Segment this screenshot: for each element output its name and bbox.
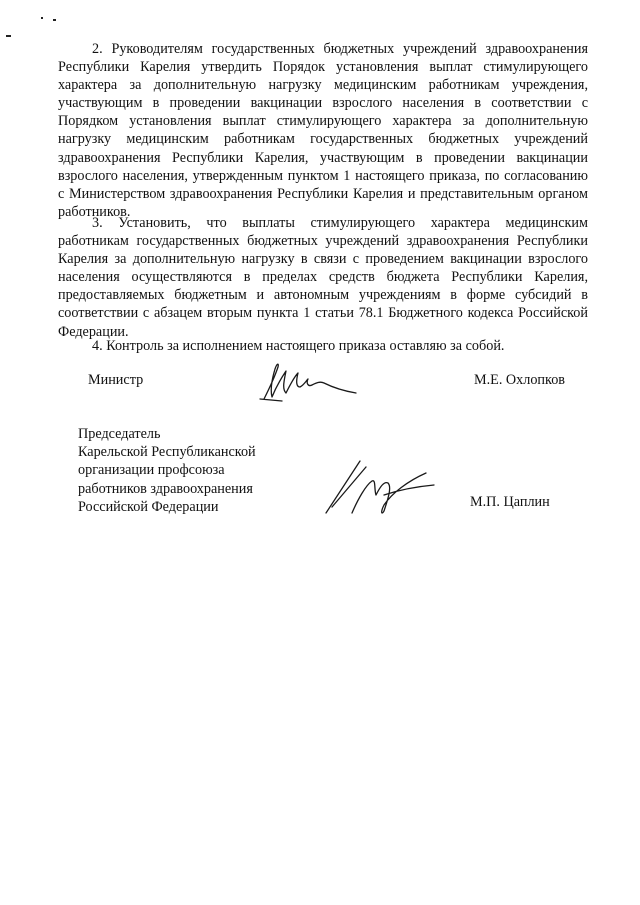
chair-title-line: Председатель: [78, 426, 161, 442]
chair-signature-icon: [322, 455, 444, 517]
paragraph-3: 3. Установить, что выплаты стимулирующего характера медицинским работникам государственных бюджетных учреждений здравоохранения Республики Карелия за дополнительную нагрузку в связи с проведением вакцинации взрослого населения осуществляются в пределах средств бюджета Республики Карелия, предоставляемых бюджетным и автономным учреждениям в форме субсидий в соответствии с абзацем вторым пункта 1 статьи 78.1 Бюджетного кодекса Российской Федерации.: [58, 215, 588, 340]
chair-title-block: [78, 425, 256, 516]
minister-name: М.Е. Охлопков: [474, 372, 565, 388]
scan-speck: [53, 19, 56, 21]
minister-title: Министр: [88, 372, 144, 388]
scan-speck: [6, 35, 11, 37]
paragraph-2: 2. Руководителям государственных бюджетных учреждений здравоохранения Республики Карелия утвердить Порядок установления выплат стимулирующего характера за дополнительную нагрузку медицинским работникам учреждения, участвующим в проведении вакцинации взрослого населения в соответствии с Порядком установления выплат стимулирующего характера за дополнительную нагрузку медицинским работникам государственных бюджетных учреждений здравоохранения Республики Карелия, участвующим в проведении вакцинации взрослого населения, утвержденным пунктом 1 настоящего приказа, по согласованию с Министерством здравоохранения Республики Карелия и представительным органом работников.: [58, 41, 588, 220]
minister-signature-icon: [258, 355, 368, 405]
chair-title-line: организации профсоюза: [78, 462, 225, 479]
chair-name: М.П. Цаплин: [470, 494, 550, 510]
scan-speck: [41, 17, 43, 19]
chair-title-line: Российской Федерации: [78, 498, 219, 515]
chair-title-line: Карельской Республиканской: [78, 444, 256, 461]
paragraph-4: 4. Контроль за исполнением настоящего приказа оставляю за собой.: [92, 338, 505, 354]
chair-title-line: работников здравоохранения: [78, 480, 253, 497]
